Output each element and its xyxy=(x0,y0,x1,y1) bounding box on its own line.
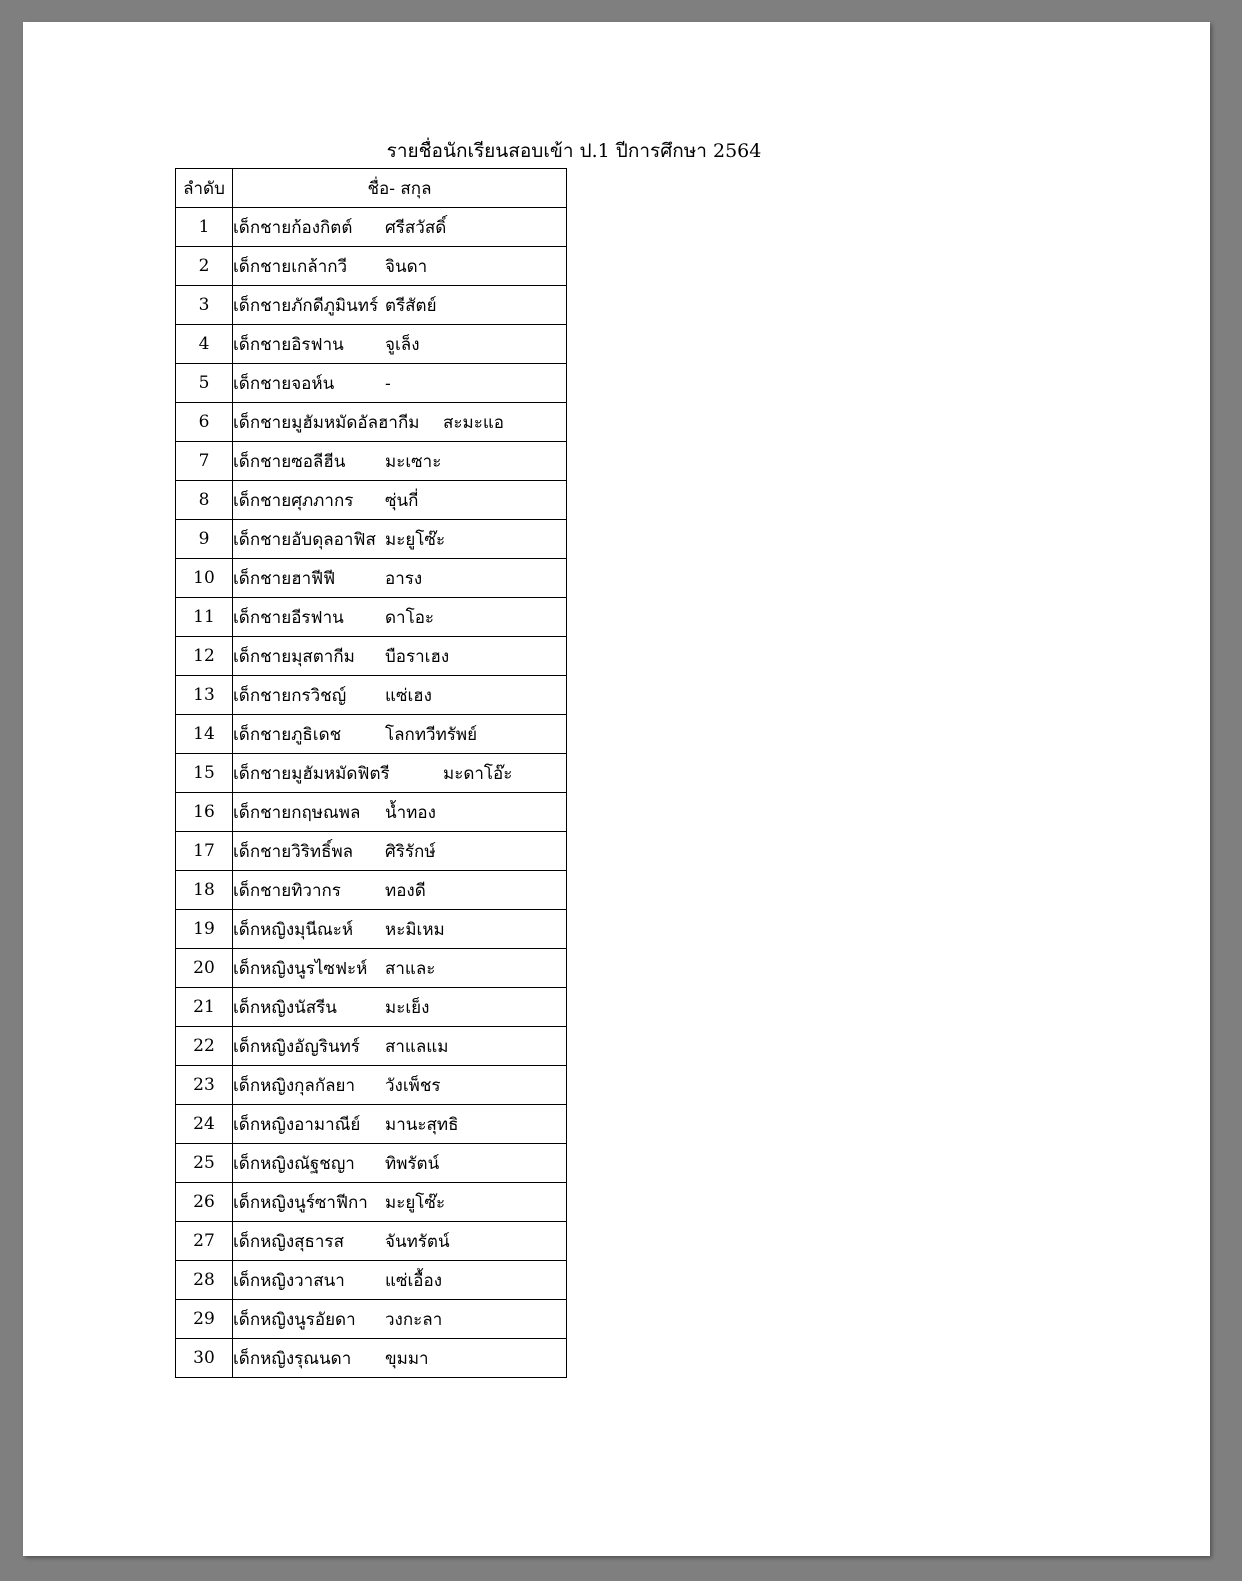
table-row xyxy=(176,325,567,364)
student-name-cell xyxy=(233,832,567,871)
last-name: ทองดี xyxy=(385,880,426,901)
table-row xyxy=(176,1105,567,1144)
first-name: เด็กชายก้องกิตต์ xyxy=(233,217,353,238)
table-row xyxy=(176,832,567,871)
last-name: แซ่เอื้อง xyxy=(385,1270,443,1291)
first-name: เด็กหญิงกุลกัลยา xyxy=(233,1075,356,1096)
student-name-cell xyxy=(233,520,567,559)
student-name-cell xyxy=(233,1066,567,1105)
last-name: สะมะแอ xyxy=(443,412,505,433)
last-name: ศรีสวัสดิ์ xyxy=(385,217,447,238)
table-row xyxy=(176,1261,567,1300)
table-row xyxy=(176,871,567,910)
document-title: รายชื่อนักเรียนสอบเข้า ป.1 ปีการศึกษา 2564 xyxy=(386,140,762,162)
first-name: เด็กหญิงมุนีณะห์ xyxy=(233,919,354,940)
last-name: มะเซาะ xyxy=(385,451,442,472)
first-name: เด็กหญิงนูรไซฟะห์ xyxy=(233,958,368,979)
table-row xyxy=(176,520,567,559)
row-number: 12 xyxy=(176,637,233,676)
row-number: 5 xyxy=(176,364,233,403)
row-number: 25 xyxy=(176,1144,233,1183)
last-name: มะยูโซ๊ะ xyxy=(385,529,446,550)
first-name: เด็กชายภักดีภูมินทร์ xyxy=(233,295,379,316)
row-number: 3 xyxy=(176,286,233,325)
table-header-row xyxy=(176,169,567,208)
row-number: 27 xyxy=(176,1222,233,1261)
last-name: ขุมมา xyxy=(385,1348,429,1369)
last-name: ทิพรัตน์ xyxy=(385,1153,440,1174)
row-number: 29 xyxy=(176,1300,233,1339)
student-name-cell xyxy=(233,793,567,832)
first-name: เด็กหญิงสุธารส xyxy=(233,1231,344,1252)
table-row xyxy=(176,442,567,481)
row-number: 16 xyxy=(176,793,233,832)
first-name: เด็กชายกฤษณพล xyxy=(233,802,361,823)
document-page xyxy=(23,22,1210,1556)
first-name: เด็กชายอีรฟาน xyxy=(233,607,344,628)
table-row xyxy=(176,286,567,325)
row-number: 23 xyxy=(176,1066,233,1105)
row-number: 14 xyxy=(176,715,233,754)
row-number: 10 xyxy=(176,559,233,598)
row-number: 17 xyxy=(176,832,233,871)
first-name: เด็กชายศุภภากร xyxy=(233,490,354,511)
row-number: 11 xyxy=(176,598,233,637)
student-name-cell xyxy=(233,559,567,598)
table-row xyxy=(176,1027,567,1066)
first-name: เด็กหญิงรุณนดา xyxy=(233,1348,352,1369)
table-row xyxy=(176,598,567,637)
last-name: น้ำทอง xyxy=(385,802,436,823)
student-name-cell xyxy=(233,1261,567,1300)
first-name: เด็กชายซอลีฮีน xyxy=(233,451,346,472)
first-name: เด็กชายมุสตากีม xyxy=(233,646,355,667)
student-name-cell xyxy=(233,949,567,988)
last-name: หะมิเหม xyxy=(385,919,445,940)
first-name: เด็กชายมูฮัมหมัดอัลฮากีม xyxy=(233,412,420,433)
student-name-cell xyxy=(233,910,567,949)
student-name-cell xyxy=(233,988,567,1027)
last-name: วงกะลา xyxy=(385,1309,443,1330)
student-name-cell xyxy=(233,364,567,403)
last-name: มะดาโอ๊ะ xyxy=(443,763,513,784)
table-row xyxy=(176,754,567,793)
header-name: ชื่อ- สกุล xyxy=(233,169,567,208)
last-name: ศิริรักษ์ xyxy=(385,841,436,862)
table-row xyxy=(176,364,567,403)
table-row xyxy=(176,247,567,286)
row-number: 22 xyxy=(176,1027,233,1066)
student-name-cell xyxy=(233,1183,567,1222)
row-number: 4 xyxy=(176,325,233,364)
last-name: จูเล็ง xyxy=(385,334,420,355)
table-row xyxy=(176,1339,567,1378)
last-name: วังเพ็ชร xyxy=(385,1075,441,1096)
last-name: จินดา xyxy=(385,256,428,277)
student-name-cell xyxy=(233,325,567,364)
student-name-cell xyxy=(233,1144,567,1183)
student-name-cell xyxy=(233,715,567,754)
student-name-cell xyxy=(233,871,567,910)
table-row xyxy=(176,1222,567,1261)
row-number: 20 xyxy=(176,949,233,988)
row-number: 6 xyxy=(176,403,233,442)
student-name-cell xyxy=(233,637,567,676)
student-name-cell xyxy=(233,1027,567,1066)
student-name-cell xyxy=(233,754,567,793)
student-name-cell xyxy=(233,403,567,442)
student-name-cell xyxy=(233,1222,567,1261)
last-name: สาและ xyxy=(385,958,436,979)
table-row xyxy=(176,988,567,1027)
student-name-cell xyxy=(233,247,567,286)
student-name-cell xyxy=(233,208,567,247)
student-name-cell xyxy=(233,286,567,325)
student-name-cell xyxy=(233,442,567,481)
last-name: แซ่เฮง xyxy=(385,685,432,706)
row-number: 9 xyxy=(176,520,233,559)
last-name: บือราเฮง xyxy=(385,646,450,667)
table-row xyxy=(176,403,567,442)
row-number: 1 xyxy=(176,208,233,247)
row-number: 24 xyxy=(176,1105,233,1144)
student-name-cell xyxy=(233,1339,567,1378)
row-number: 15 xyxy=(176,754,233,793)
first-name: เด็กหญิงวาสนา xyxy=(233,1270,345,1291)
table-row xyxy=(176,715,567,754)
first-name: เด็กหญิงนัสรีน xyxy=(233,997,337,1018)
first-name: เด็กชายฮาฟีฟี xyxy=(233,568,336,589)
table-row xyxy=(176,637,567,676)
student-name-cell xyxy=(233,481,567,520)
first-name: เด็กหญิงนูร์ซาฟีกา xyxy=(233,1192,368,1213)
last-name: อารง xyxy=(385,568,423,589)
last-name: มานะสุทธิ xyxy=(385,1114,459,1135)
row-number: 21 xyxy=(176,988,233,1027)
last-name: ซุ่นกี่ xyxy=(385,490,419,511)
student-name-cell xyxy=(233,1300,567,1339)
student-name-cell xyxy=(233,676,567,715)
row-number: 2 xyxy=(176,247,233,286)
table-body xyxy=(176,208,567,1378)
row-number: 28 xyxy=(176,1261,233,1300)
first-name: เด็กชายวิริทธิ์พล xyxy=(233,841,354,862)
table-row xyxy=(176,481,567,520)
first-name: เด็กชายกรวิชญ์ xyxy=(233,685,347,706)
table-row xyxy=(176,949,567,988)
row-number: 13 xyxy=(176,676,233,715)
row-number: 30 xyxy=(176,1339,233,1378)
row-number: 8 xyxy=(176,481,233,520)
table-row xyxy=(176,793,567,832)
header-number: ลำดับ xyxy=(176,169,233,208)
last-name: มะยูโซ๊ะ xyxy=(385,1192,446,1213)
first-name: เด็กชายอับดุลอาฟิส xyxy=(233,529,376,550)
student-name-cell xyxy=(233,1105,567,1144)
row-number: 7 xyxy=(176,442,233,481)
row-number: 18 xyxy=(176,871,233,910)
table-row xyxy=(176,208,567,247)
first-name: เด็กชายภูธิเดช xyxy=(233,724,342,745)
last-name: - xyxy=(385,373,391,394)
first-name: เด็กชายทิวากร xyxy=(233,880,341,901)
first-name: เด็กชายอิรฟาน xyxy=(233,334,344,355)
student-name-cell xyxy=(233,598,567,637)
last-name: มะเย็ง xyxy=(385,997,430,1018)
last-name: ตรีสัตย์ xyxy=(385,295,437,316)
last-name: ดาโอะ xyxy=(385,607,435,628)
first-name: เด็กหญิงณัฐชญา xyxy=(233,1153,355,1174)
last-name: โลกทวีทรัพย์ xyxy=(385,724,478,745)
first-name: เด็กชายเกล้ากวี xyxy=(233,256,348,277)
first-name: เด็กหญิงนูรอัยดา xyxy=(233,1309,356,1330)
table-row xyxy=(176,910,567,949)
first-name: เด็กหญิงอามาณีย์ xyxy=(233,1114,361,1135)
first-name: เด็กชายมูฮัมหมัดฟิตรี xyxy=(233,763,390,784)
table-row xyxy=(176,559,567,598)
row-number: 19 xyxy=(176,910,233,949)
first-name: เด็กชายจอห์น xyxy=(233,373,335,394)
table-row xyxy=(176,1183,567,1222)
table-row xyxy=(176,676,567,715)
row-number: 26 xyxy=(176,1183,233,1222)
table-row xyxy=(176,1066,567,1105)
student-table xyxy=(175,168,567,1378)
last-name: จันทรัตน์ xyxy=(385,1231,450,1252)
last-name: สาแลแม xyxy=(385,1036,449,1057)
table-row xyxy=(176,1144,567,1183)
table-row xyxy=(176,1300,567,1339)
first-name: เด็กหญิงอัญรินทร์ xyxy=(233,1036,360,1057)
